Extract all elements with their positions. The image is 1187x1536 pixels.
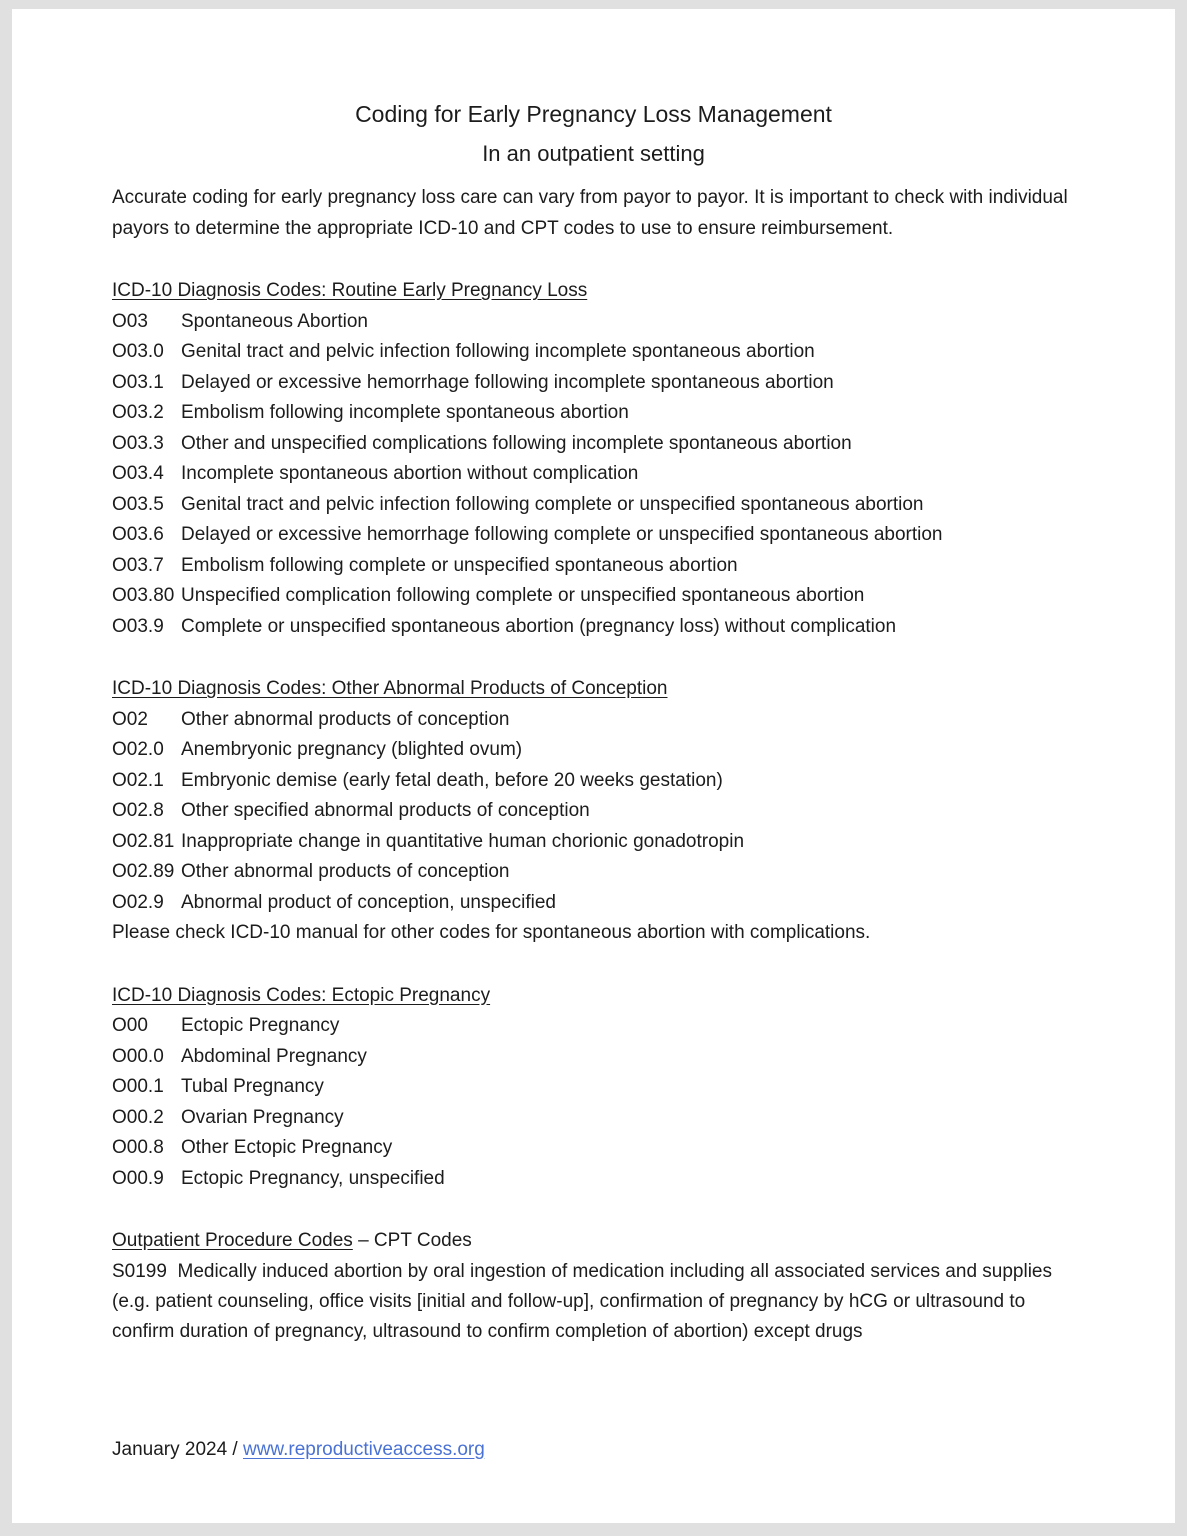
code-row	[112, 705, 1075, 736]
footer-date: January 2024 /	[112, 1438, 243, 1460]
code-row	[112, 1072, 1075, 1103]
code-description: Embryonic demise (early fetal death, before 20 weeks gestation)	[181, 769, 723, 791]
section-heading-text: ICD-10 Diagnosis Codes: Routine Early Pregnancy Loss	[112, 280, 588, 301]
document-subtitle: In an outpatient setting	[482, 141, 705, 166]
code-description: Unspecified complication following complete or unspecified spontaneous abortion	[181, 585, 865, 606]
code-row	[112, 857, 1075, 888]
code-row	[112, 337, 1075, 368]
code-value: O03.1	[112, 371, 164, 393]
code-description: Other specified abnormal products of conception	[181, 800, 590, 821]
code-value: O03.0	[112, 341, 164, 362]
code-description: Delayed or excessive hemorrhage following complete or unspecified spontaneous abortion	[181, 524, 943, 545]
section-outpatient-procedure-codes	[112, 1226, 1075, 1347]
code-value: O03.80	[112, 585, 175, 606]
section-heading-suffix: – CPT Codes	[352, 1230, 472, 1251]
code-row	[112, 1042, 1075, 1073]
section-heading-text: Outpatient Procedure Codes	[112, 1230, 353, 1251]
code-row	[112, 1103, 1075, 1134]
code-row	[112, 766, 1075, 797]
code-description: Other abnormal products of conception	[181, 708, 510, 730]
footer	[112, 1435, 1075, 1465]
code-value: O00	[112, 1015, 148, 1036]
code-table-routine-epl	[112, 307, 1075, 643]
section-heading-routine-epl	[112, 276, 1075, 307]
code-row	[112, 459, 1075, 490]
code-value: O03.2	[112, 402, 164, 423]
code-row	[112, 307, 1075, 338]
code-row	[112, 551, 1075, 582]
section-heading-abnormal-products	[112, 674, 1075, 705]
section-ectopic-pregnancy	[112, 981, 1075, 1195]
code-row	[112, 368, 1075, 399]
section-heading-ectopic	[112, 981, 1075, 1012]
code-description: Delayed or excessive hemorrhage following incomplete spontaneous abortion	[181, 371, 834, 393]
code-row	[112, 735, 1075, 766]
code-description: Inappropriate change in quantitative human chorionic gonadotropin	[181, 830, 745, 852]
code-description: Tubal Pregnancy	[181, 1076, 324, 1097]
code-description: Spontaneous Abortion	[181, 310, 368, 332]
document-title: Coding for Early Pregnancy Loss Management	[355, 101, 832, 127]
code-description: Ectopic Pregnancy	[181, 1015, 340, 1036]
intro-paragraph: Accurate coding for early pregnancy loss care can vary from payor to payor. It is important to check with individual payors to determine the appropriate ICD-10 and CPT codes to use to ensure reimbursement.	[112, 187, 1068, 239]
code-table-ectopic	[112, 1011, 1075, 1194]
code-row	[112, 827, 1075, 858]
code-row	[112, 398, 1075, 429]
code-value: O03.3	[112, 432, 164, 454]
footer-link[interactable]: www.reproductiveaccess.org	[242, 1438, 485, 1460]
code-description: Genital tract and pelvic infection following incomplete spontaneous abortion	[181, 341, 815, 362]
code-description: Other and unspecified complications following incomplete spontaneous abortion	[181, 432, 852, 454]
code-value: O00.0	[112, 1045, 164, 1067]
code-value: O02.81	[112, 830, 175, 852]
code-description: Ovarian Pregnancy	[181, 1106, 344, 1128]
section-heading-text: ICD-10 Diagnosis Codes: Other Abnormal Products of Conception	[112, 678, 668, 699]
code-row	[112, 1133, 1075, 1164]
code-value: O02.89	[112, 861, 175, 882]
code-description: Embolism following complete or unspecified spontaneous abortion	[181, 554, 738, 576]
code-value: O02	[112, 708, 148, 730]
section-other-abnormal-products	[112, 674, 1075, 949]
code-value: O02.9	[112, 891, 164, 913]
code-row	[112, 612, 1075, 643]
code-value: O00.2	[112, 1106, 164, 1128]
icd10-manual-note: Please check ICD-10 manual for other codes for spontaneous abortion with complications.	[112, 922, 871, 943]
code-row	[112, 888, 1075, 919]
code-description: Embolism following incomplete spontaneous abortion	[181, 402, 629, 423]
code-description: Other abnormal products of conception	[181, 861, 510, 882]
code-row	[112, 796, 1075, 827]
code-description: Incomplete spontaneous abortion without complication	[181, 463, 639, 484]
code-value: O03.4	[112, 463, 164, 484]
code-row	[112, 1164, 1075, 1195]
code-value: O03.6	[112, 524, 164, 545]
code-value: O00.1	[112, 1076, 164, 1097]
code-value: O03.9	[112, 615, 164, 637]
code-value: O03	[112, 310, 148, 332]
code-value: O00.8	[112, 1137, 164, 1158]
code-description: Abnormal product of conception, unspecified	[181, 891, 556, 913]
section-routine-early-pregnancy-loss	[112, 276, 1075, 642]
code-value: O02.1	[112, 769, 164, 791]
code-description: Other Ectopic Pregnancy	[181, 1137, 393, 1158]
code-value: O03.7	[112, 554, 164, 576]
section-heading-cpt	[112, 1226, 1075, 1257]
code-description: Genital tract and pelvic infection following complete or unspecified spontaneous abortion	[181, 493, 924, 515]
cpt-code-description: S0199 Medically induced abortion by oral ingestion of medication including all associated services and supplies (e.g. patient counseling, office visits [initial and follow-up], confirmation of pregnancy by hCG or ultrasound to confirm duration of pregnancy, ultrasound to confirm completion of abortion) except drugs	[112, 1260, 1058, 1342]
code-table-abnormal-products	[112, 705, 1075, 919]
code-value: O02.0	[112, 739, 164, 760]
code-row	[112, 1011, 1075, 1042]
code-row	[112, 581, 1075, 612]
document-page	[12, 9, 1175, 1523]
code-row	[112, 429, 1075, 460]
code-row	[112, 520, 1075, 551]
code-row	[112, 490, 1075, 521]
code-value: O00.9	[112, 1167, 164, 1189]
section-heading-text: ICD-10 Diagnosis Codes: Ectopic Pregnancy	[112, 984, 491, 1006]
code-value: O03.5	[112, 493, 164, 515]
code-description: Abdominal Pregnancy	[181, 1045, 367, 1067]
code-description: Anembryonic pregnancy (blighted ovum)	[181, 739, 523, 760]
code-description: Ectopic Pregnancy, unspecified	[181, 1167, 445, 1189]
code-value: O02.8	[112, 800, 164, 821]
code-description: Complete or unspecified spontaneous abortion (pregnancy loss) without complication	[181, 615, 897, 637]
